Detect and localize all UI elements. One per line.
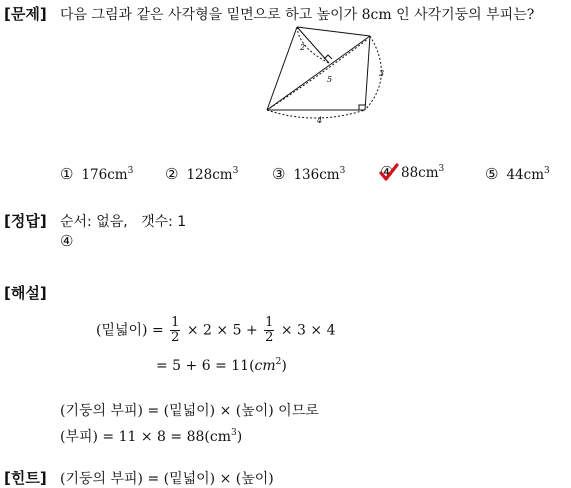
question-text: 다음 그림과 같은 사각형을 밑면으로 하고 높이가 8cm 인 사각기둥의 부피는? (60, 7, 535, 23)
figure-label-5: 5 (327, 75, 333, 84)
option-4-number-with-check (380, 163, 398, 181)
option-2-number: ② (165, 165, 179, 183)
option-3[interactable]: ③ $136cm^3$ (272, 165, 346, 183)
answer-choice: ④ (60, 232, 74, 250)
option-1-number: ① (60, 165, 74, 183)
hint-text: (기둥의 부피) = (밑넓이) × (높이) (60, 471, 274, 487)
option-1-text: 176cm (81, 167, 128, 183)
option-3-text: 136cm (293, 167, 340, 183)
checkmark-icon (379, 163, 399, 181)
option-3-number: ③ (272, 165, 286, 183)
quadrilateral-figure (255, 22, 390, 126)
answer-label: [정답] (4, 212, 47, 230)
option-4-text: 88cm (401, 165, 439, 181)
figure-label-4: 4 (317, 116, 323, 125)
figure-edge-top (297, 27, 370, 36)
figure-dim-arc-4 (267, 110, 365, 118)
figure-diagonal (267, 36, 370, 110)
option-5[interactable]: ⑤ $44cm^3$ (485, 165, 550, 183)
fraction-half-2: $\frac{1}{2}$ (265, 315, 274, 345)
option-2-text: 128cm (186, 167, 233, 183)
figure-label-2: 2 (300, 43, 306, 52)
explanation-equation-2: = $5 + 6 = 11(cm^2)$ (156, 357, 287, 374)
option-1[interactable]: ① $176cm^3$ (60, 165, 134, 183)
fraction-half-1: $\frac{1}{2}$ (171, 315, 180, 345)
option-4-number: ④ (380, 163, 394, 181)
explanation-line-3: (기둥의 부피) = (밑넓이) × (높이) 이므로 (60, 403, 319, 419)
figure-label-3: 3 (379, 69, 385, 78)
explanation-equation-1: (밑넓이) = $\frac{1}{2}$ × 2 × 5 + $\frac{1}{2}$ × 3 × 4 (96, 315, 336, 345)
hint-label: [힌트] (4, 469, 47, 487)
figure-edge-right (365, 36, 370, 110)
option-2[interactable]: ② $128cm^3$ (165, 165, 239, 183)
figure-right-angle-1 (324, 55, 332, 59)
question-label: [문제] (4, 5, 47, 23)
option-4[interactable]: ④ $88cm^3$ (380, 163, 445, 181)
explanation-line-4: (부피) = $11 \times 8 = 88(cm^3)$ (60, 428, 243, 445)
figure-edge-left (267, 27, 297, 110)
option-5-text: 44cm (506, 167, 544, 183)
answer-info: 순서: 없음, 갯수: 1 (60, 214, 187, 230)
figure-right-angle-2 (359, 105, 365, 110)
explanation-label: [해설] (4, 284, 47, 302)
option-5-number: ⑤ (485, 165, 499, 183)
